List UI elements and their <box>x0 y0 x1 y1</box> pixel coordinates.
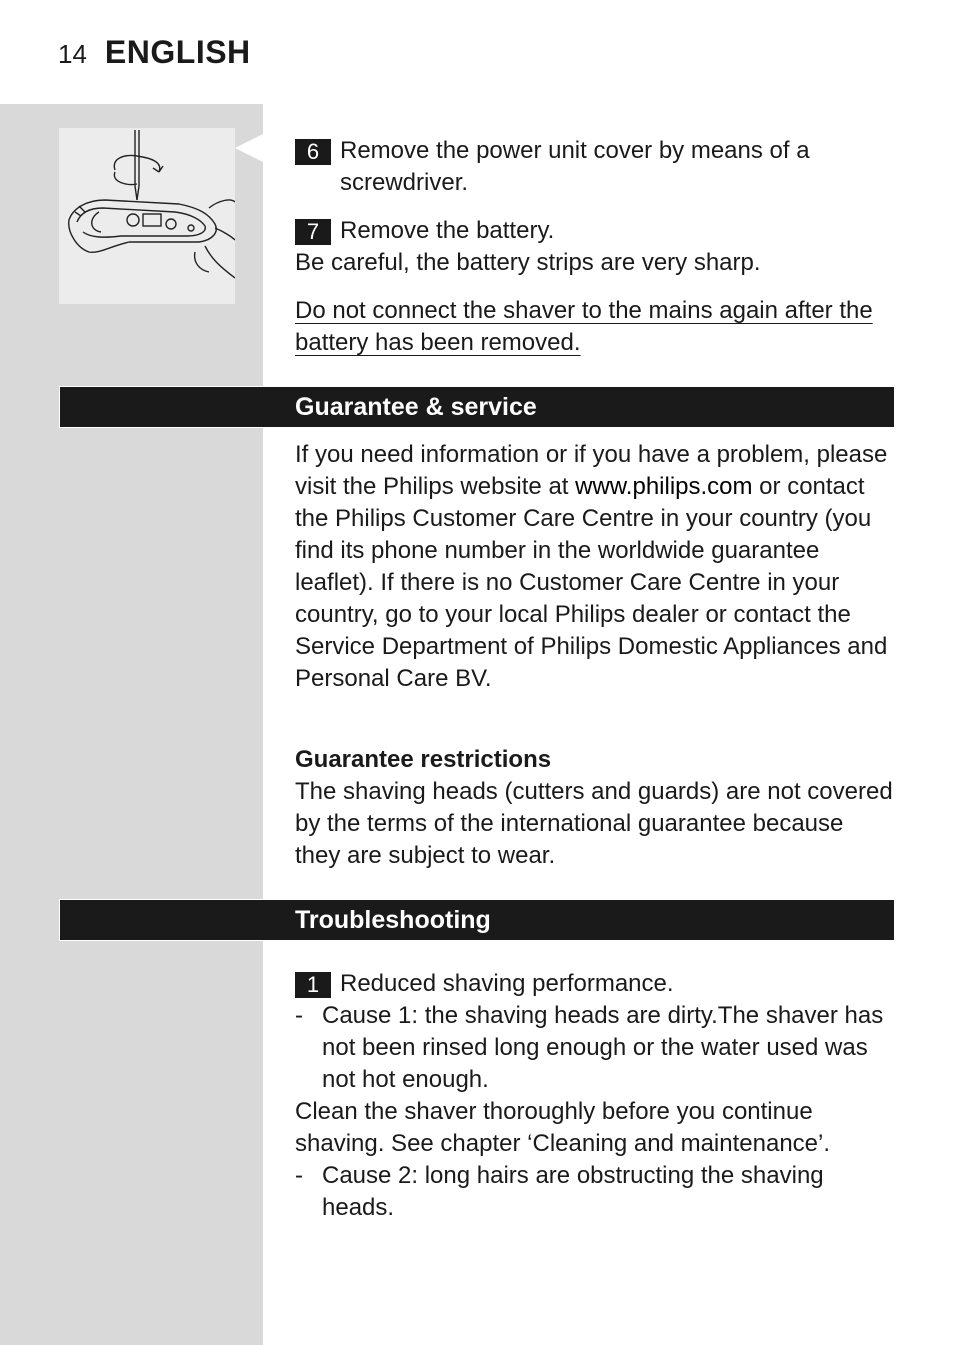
page-number: 14 <box>58 39 87 69</box>
cause-1-text: Cause 1: the shaving heads are dirty.The shaver has not been rinsed long enough or the water used was not hot enough. <box>322 1002 884 1093</box>
troubleshooting-body <box>295 968 895 1224</box>
guarantee-section-title: Guarantee & service <box>295 393 537 421</box>
troubleshooting-section-title: Troubleshooting <box>295 906 491 934</box>
language-heading: ENGLISH <box>104 34 251 70</box>
guarantee-body-part1: If you need information or if you have a problem, please visit the Philips website at <box>295 441 888 500</box>
guarantee-body <box>295 439 895 695</box>
step-number-badge: 6 <box>295 139 331 165</box>
cause-1-item <box>295 1000 895 1096</box>
battery-caution: Be careful, the battery strips are very sharp. <box>295 249 761 276</box>
philips-website-link[interactable]: www.philips.com <box>575 473 753 500</box>
restrictions-body: The shaving heads (cutters and guards) are not covered by the terms of the international guarantee because they are subject to wear. <box>295 778 893 869</box>
step-7 <box>295 215 895 279</box>
step-6-text: Remove the power unit cover by means of a screwdriver. <box>340 137 810 196</box>
troubleshooting-step-text: Reduced shaving performance. <box>340 970 674 997</box>
step-7-text: Remove the battery. <box>340 217 555 244</box>
shaver-illustration-icon <box>59 128 235 304</box>
guarantee-restrictions <box>295 744 895 872</box>
cause-2-text: Cause 2: long hairs are obstructing the shaving heads. <box>322 1162 824 1221</box>
restrictions-heading: Guarantee restrictions <box>295 746 552 773</box>
dash-bullet: - <box>295 1002 303 1029</box>
step-number-badge: 1 <box>295 972 331 998</box>
page-header <box>58 34 251 74</box>
callout-pointer <box>235 134 263 162</box>
battery-note <box>295 295 895 359</box>
battery-note-text: Do not connect the shaver to the mains again after the battery has been removed. <box>295 297 873 356</box>
remedy-1-text: Clean the shaver thoroughly before you continue shaving. See chapter ‘Cleaning and maintenance’. <box>295 1098 831 1157</box>
guarantee-body-part2: or contact the Philips Customer Care Centre in your country (you find its phone number in the worldwide guarantee leaflet). If there is no Customer Care Centre in your country, go to your local Philips dealer or contact the Service Department of Philips Domestic Appliances and Personal Care BV. <box>295 473 888 692</box>
step-6 <box>295 135 895 199</box>
step-number-badge: 7 <box>295 219 331 245</box>
dash-bullet: - <box>295 1162 303 1189</box>
shaver-screwdriver-illustration <box>59 128 235 304</box>
cause-2-item <box>295 1160 895 1224</box>
